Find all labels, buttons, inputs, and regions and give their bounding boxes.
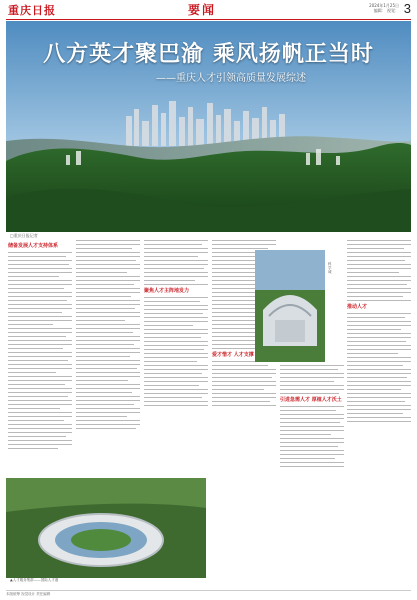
header-rule <box>6 19 411 20</box>
page-number: 3 <box>403 1 411 16</box>
subhead-5: 推动人才 <box>347 304 368 310</box>
subhead-1: 储备发展人才支持体系 <box>8 243 59 249</box>
subhead-2: 聚焦人才主阵地发力 <box>144 288 190 294</box>
section-title: 要闻 <box>188 3 217 17</box>
issue-meta <box>369 3 399 13</box>
page-footer: 本版统筹 视觉设计 责任编辑 <box>6 590 411 597</box>
subhead-3: 爱才惜才 人才支撑 <box>212 352 254 358</box>
hero-photo <box>6 21 411 232</box>
byline: □重庆日报记者 <box>10 233 38 238</box>
stadium-caption: ▲人才服务集群——国际人才港 <box>10 578 59 582</box>
issue-editors: 编辑： 视觉： <box>373 8 399 13</box>
newspaper-logo: 重庆日报 <box>8 4 56 17</box>
subhead-4: 引进急需人才 厚植人才沃土 <box>280 397 342 403</box>
sub-headline: ——重庆人才引领高质量发展综述 <box>156 73 306 84</box>
main-headline: 八方英才聚巴渝 乘风扬帆正当时 <box>43 41 374 67</box>
science-city-caption: 科学城 <box>328 262 332 274</box>
article-column-6 <box>347 240 411 582</box>
issue-date: 2024年1月25日 <box>369 3 399 8</box>
aerial-stadium-photo <box>6 478 206 578</box>
article-column-5 <box>280 365 344 582</box>
building-photo <box>255 250 325 362</box>
stadium-photo <box>6 478 206 578</box>
science-city-photo <box>255 250 325 362</box>
masthead <box>0 0 417 20</box>
